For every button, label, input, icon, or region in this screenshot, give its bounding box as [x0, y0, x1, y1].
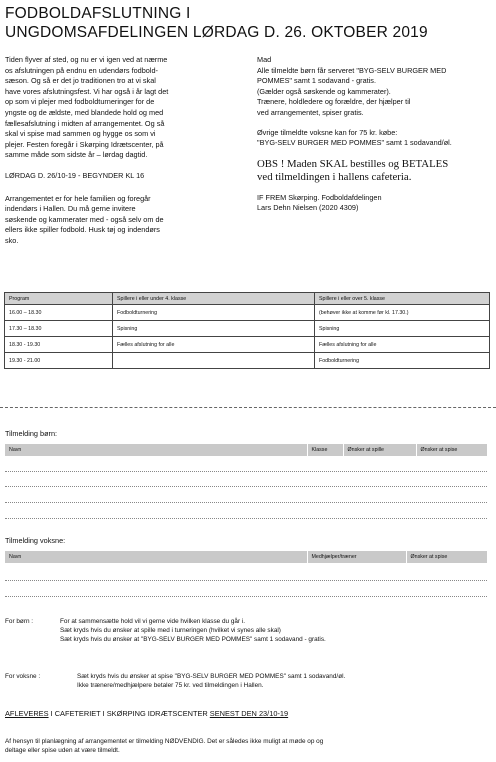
program-cell: Fælles afslutning for alle — [113, 337, 315, 353]
column-header-name: Navn — [5, 551, 307, 563]
adults-note-text: Sæt kryds hvis du ønsker at spise "BYG-SELV BURGER MED POMMES" samt 1 sodavand/øl. Ikke trænere/medhjælpere betaler 75 kr. ved tilmeldingen i Hallen. — [77, 673, 346, 689]
program-header: Spillere i eller under 4. klasse — [113, 293, 315, 305]
column-header-eat: Ønsker at spise — [406, 551, 487, 563]
adults-entry-line[interactable] — [5, 580, 487, 581]
program-cell: Fodboldturnering — [315, 353, 490, 369]
column-header-class: Klasse — [307, 444, 343, 456]
deadline-hand-in: AFLEVERES — [5, 709, 49, 718]
adults-food-paragraph: Øvrige tilmeldte voksne kan for 75 kr. købe: "BYG-SELV BURGER MED POMMES" samt 1 sodavand/øl. — [257, 127, 452, 148]
children-registration-label: Tilmelding børn: — [5, 429, 58, 438]
program-header: Program — [5, 293, 113, 305]
column-header-helper: Medhjælper/træner — [307, 551, 406, 563]
program-cell — [113, 353, 315, 369]
program-cell: (behøver ikke at komme før kl. 17.30.) — [315, 305, 490, 321]
table-row — [5, 337, 490, 353]
children-registration-table — [5, 444, 487, 456]
children-entry-line[interactable] — [5, 518, 487, 519]
program-cell: Spisning — [315, 321, 490, 337]
children-entry-line[interactable] — [5, 502, 487, 503]
food-paragraph: Mad Alle tilmeldte børn får serveret "BYG-SELV BURGER MED POMMES" samt 1 sodavand - gratis. (Gælder også søskende og kammerater). Trænere, holdledere og forældre, der hjælper til ved arrangementet, spiser gratis. — [257, 55, 447, 117]
program-cell: 17.30 – 18.30 — [5, 321, 113, 337]
deadline-line — [5, 709, 288, 718]
children-entry-line[interactable] — [5, 471, 487, 472]
adults-registration-label: Tilmelding voksne: — [5, 536, 66, 545]
adults-header-row — [5, 551, 487, 563]
signature: IF FREM Skørping. Fodboldafdelingen Lars Dehn Nielsen (2020 4309) — [257, 192, 382, 213]
cut-line — [0, 407, 496, 408]
program-cell: Fodboldturnering — [113, 305, 315, 321]
obs-notice: OBS ! Maden SKAL bestilles og BETALES ved tilmeldingen i hallens cafeteria. — [257, 157, 449, 183]
program-header: Spillere i eller over 5. klasse — [315, 293, 490, 305]
column-header-eat: Ønsker at spise — [416, 444, 487, 456]
column-header-name: Navn — [5, 444, 307, 456]
program-cell: Fælles afslutning for alle — [315, 337, 490, 353]
table-row — [5, 305, 490, 321]
program-header-row — [5, 293, 490, 305]
program-cell: Spisning — [113, 321, 315, 337]
event-date-line: LØRDAG D. 26/10-19 - BEGYNDER KL 16 — [5, 170, 145, 180]
children-note-label: For børn : — [5, 618, 34, 625]
program-cell: 19.30 - 21.00 — [5, 353, 113, 369]
adults-note-label: For voksne : — [5, 673, 41, 680]
column-header-play: Ønsker at spille — [343, 444, 416, 456]
deadline-date: SENEST DEN 23/10-19 — [209, 709, 289, 718]
table-row — [5, 321, 490, 337]
table-row — [5, 353, 490, 369]
program-cell: 18.30 - 19.30 — [5, 337, 113, 353]
right-column — [257, 55, 493, 214]
footer-note: Af hensyn til planlægning af arrangementet er tilmelding NØDVENDIG. Det er således ikke muligt at møde op og deltage eller spise uden at være tilmeldt. — [5, 738, 324, 754]
children-header-row — [5, 444, 487, 456]
program-cell: 16.00 – 18.30 — [5, 305, 113, 321]
adults-entry-line[interactable] — [5, 596, 487, 597]
children-entry-line[interactable] — [5, 486, 487, 487]
adults-registration-table — [5, 551, 487, 563]
children-note-text: For at sammensætte hold vil vi gerne vide hvilken klasse du går i. Sæt kryds hvis du ønsker at spille med i turneringen (hvilket vi synes alle skal) Sæt kryds hvis du ønsker at "BYG-SELV BURGER MED POMMES" samt 1 sodavand - gratis. — [60, 618, 326, 643]
title-line-2: UNGDOMSAFDELINGEN LØRDAG D. 26. OKTOBER 2019 — [5, 24, 428, 41]
family-paragraph: Arrangementet er for hele familien og foregår indendørs i Hallen. Du må gerne invitere søskende og kammerater med - også selv om de ellers ikke spiller fodbold. Husk tøj og indendørs sko. — [5, 193, 164, 245]
deadline-location: I CAFETERIET I SKØRPING IDRÆTSCENTER — [48, 709, 210, 718]
title-line-1: FODBOLDAFSLUTNING I — [5, 5, 191, 22]
left-column — [5, 55, 245, 247]
intro-paragraph: Tiden flyver af sted, og nu er vi igen ved at nærme os afslutningen på endnu en udendørs fodbold- sæson. Og så er det jo traditionen tro at vi skal have vores afslutningsfest. Vi har også i år lagt det op som vi plejer med fodboldturneringer for de yngste og de ældste, med blandede hold og med fællesafslutning i midten af arrangementet. Og så skal vi spise mad sammen og hygge os som vi plejer. Festen foregår i Skørping Idrætscenter, på samme måde som sidste år – lørdag dagtid. — [5, 55, 169, 160]
program-table — [4, 292, 490, 369]
